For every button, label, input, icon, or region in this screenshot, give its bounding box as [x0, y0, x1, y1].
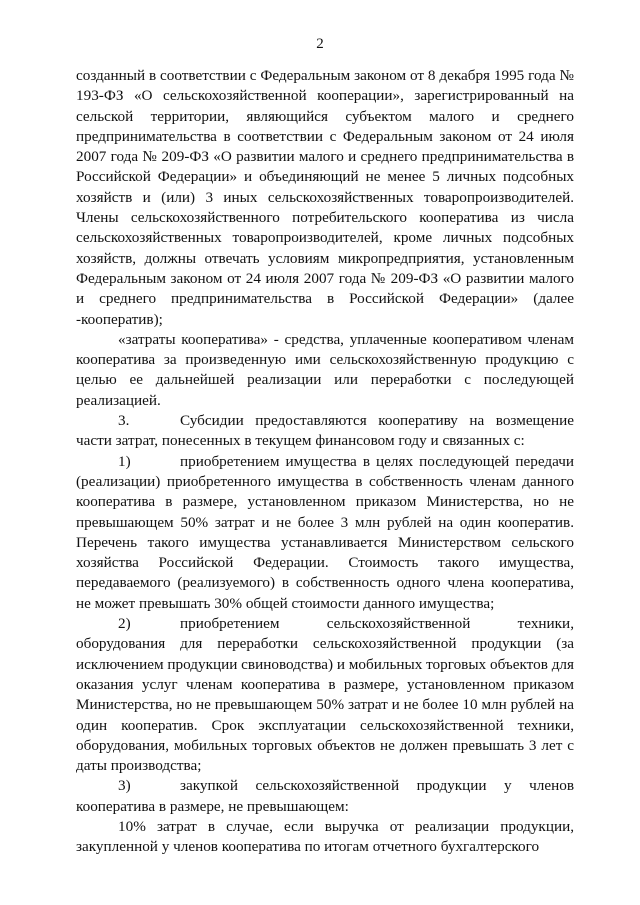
paragraph-item-3 — [76, 776, 574, 817]
document-body — [76, 66, 574, 858]
paragraph-cooperative-definition: созданный в соответствии с Федеральным законом от 8 декабря 1995 года № 193-ФЗ «О сельскохозяйственной кооперации», зарегистрированный на сельской территории, являющийся субъектом малого и среднего предпринимательства в соответствии с Федеральным законом от 24 июля 2007 года № 209-ФЗ «О развитии малого и среднего предпринимательства в Российской Федерации» и объединяющий не менее 5 личных подсобных хозяйств и (или) 3 иных сельскохозяйственных товаропроизводителей. Члены сельскохозяйственного потребительского кооператива из числа сельскохозяйственных товаропроизводителей, кроме личных подсобных хозяйств, должны отвечать условиям микропредприятия, установленным Федеральным законом от 24 июля 2007 года № 209-ФЗ «О развитии малого и среднего предпринимательства в Российской Федерации» (далее -кооператив); — [76, 67, 574, 328]
item-text: приобретением сельскохозяйственной техники, оборудования для переработки сельскохозяйственной продукции (за исключением продукции свиноводства) и мобильных торговых объектов для оказания услуг членам кооператива в размере, установленном приказом Министерства, но не превышающем 50% затрат и не более 10 млн рублей на один кооператив. Срок эксплуатации сельскохозяйственной техники, оборудования, мобильных торговых объектов не должен превышать 3 лет с даты производства; — [76, 615, 574, 775]
item-number: 1) — [118, 452, 131, 470]
paragraph-cooperative-costs-definition: «затраты кооператива» - средства, уплаченные кооперативом членам кооператива за произведенную ими сельскохозяйственную продукцию с целью ее дальнейшей реализации или переработки с последующей реализацией. — [76, 330, 574, 409]
section-number: 3. — [118, 412, 130, 430]
item-number: 3) — [118, 777, 131, 795]
paragraph-section-3 — [76, 411, 574, 452]
paragraph-item-2 — [76, 614, 574, 776]
paragraph-ten-percent-condition: 10% затрат в случае, если выручка от реализации продукции, закупленной у членов кооператива по итогам отчетного бухгалтерского — [76, 817, 574, 856]
item-text: закупкой сельскохозяйственной продукции у членов кооператива в размере, не превышающем: — [76, 777, 574, 815]
page-number: 2 — [316, 36, 324, 52]
item-number: 2) — [118, 615, 131, 633]
section-text: Субсидии предоставляются кооперативу на возмещение части затрат, понесенных в текущем финансовом году и связанных с: — [76, 412, 574, 450]
paragraph-item-1 — [76, 452, 574, 614]
item-text: приобретением имущества в целях последующей передачи (реализации) приобретенного имущества в собственность членам данного кооператива в размере, установленном приказом Министерства, но не превышающем 50% затрат и не более 3 млн рублей на один кооператив. Перечень такого имущества устанавливается Министерством сельского хозяйства Российской Федерации. Стоимость такого имущества, передаваемого (реализуемого) в собственность одного члена кооператива, не может превышать 30% общей стоимости данного имущества; — [76, 452, 574, 612]
